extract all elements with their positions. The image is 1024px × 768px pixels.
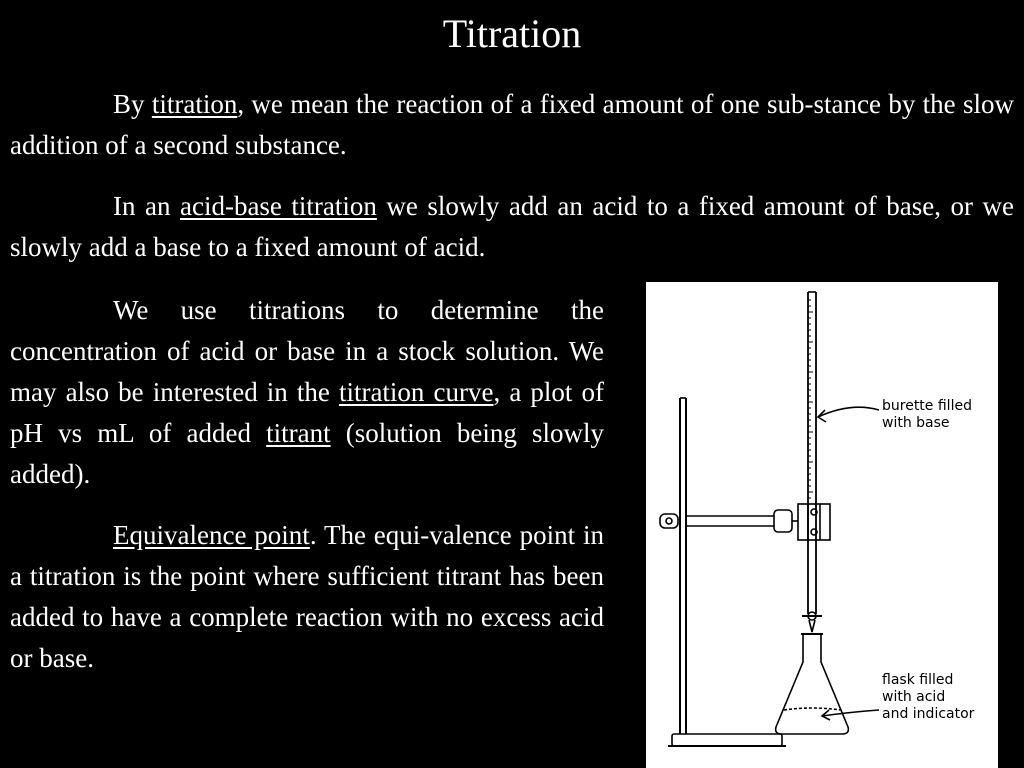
erlenmeyer-flask <box>776 634 849 734</box>
flask-arrow <box>822 710 879 716</box>
burette-label-line-2: with base <box>882 415 950 431</box>
paragraph-titration-definition: By titration, we mean the reaction of a fixed amount of one sub-stance by the slow addition of a second substance. <box>10 89 1014 160</box>
term-titrant: titrant <box>266 418 331 448</box>
flask-label-line-3: and indicator <box>882 706 975 722</box>
burette-arrow <box>818 407 879 417</box>
flask-label-line-2: with acid <box>882 689 946 705</box>
stand-base <box>672 734 782 746</box>
term-acid-base-titration: acid-base titration <box>179 191 377 221</box>
slide-title: Titration <box>442 11 582 56</box>
paragraph-titration-uses: We use titrations to determine the concentration of acid or base in a stock solution. We may also be interested in the titration curve, a plot of pH vs mL of added titrant (solution being slowly added). <box>10 295 604 489</box>
term-titration-curve: titration curve <box>338 377 494 407</box>
paragraph-acid-base-titration: In an acid-base titration we slowly add an acid to a fixed amount of base, or we slowly add a base to a fixed amount of acid. <box>10 191 1014 262</box>
titration-apparatus-illustration <box>646 282 998 768</box>
term-equivalence-point: Equivalence point <box>113 520 310 550</box>
titration-apparatus-figure <box>646 282 998 768</box>
clamp-knob <box>774 510 792 532</box>
flask-label-line-1: flask filled <box>882 672 954 688</box>
paragraph-equivalence-point: Equivalence point. The equi-valence point in a titration is the point where sufficient titrant has been added to have a complete reaction with no excess acid or base. <box>10 520 604 673</box>
burette-label-line-1: burette filled <box>882 398 972 414</box>
term-titration: titration <box>151 89 238 119</box>
